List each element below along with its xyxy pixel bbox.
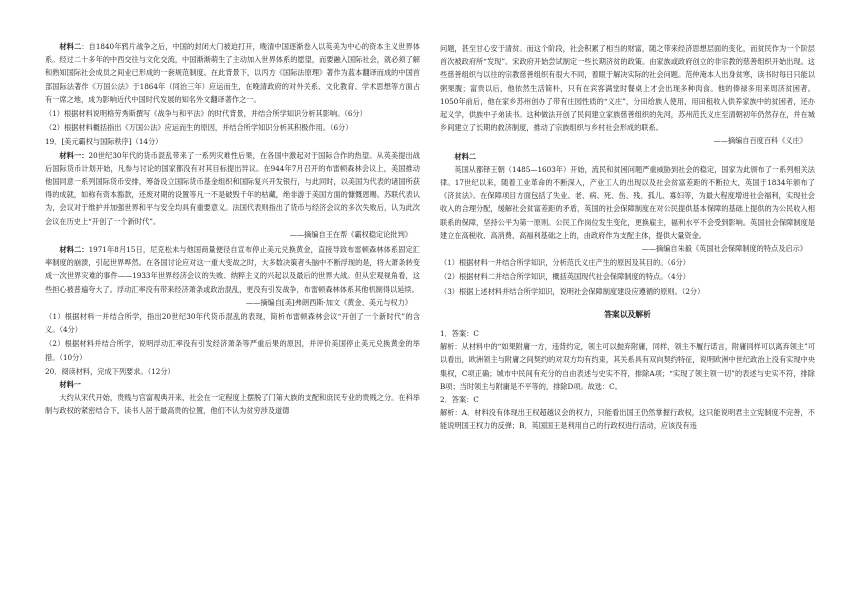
material-paragraph: 材料二：1971年8月15日，尼克松未与他国商量便径自宣布停止美元兑换黄金，直接导致布雷顿森林体系固定汇率制度的崩溃，引起世界哗然。在各国讨论应对这一重大变故之时，大多数决策者头脑中不断浮现的是，将大萧条转变成一次世界灾难的事件——1933年世界经济会议的失败、纳粹主义的兴起以及最后的世界大战。但从宏观视角看，这些担心被普遍夸大了。浮动汇率没有带来经济萧条或政治混乱，更没有引发战争，布雷顿森林体系其他机制得以延续。 [45,245,420,294]
material-paragraph: 材料二：自1840年鸦片战争之后，中国的封闭大门被迫打开，晚清中国逐渐卷入以英美为中心的资本主义世界体系。经过二十多年的中西交往与文化交流，中国渐渐萌生了主动加入世界体系的愿望，而要融入国际社会，就必须了解和熟知国际社会成员之间业已形成的一套规范制度。在此背景下，以丙方《国际法原理》著作为蓝本翻译而成的中国首部国际法著作《万国公法》于1864年（同治三年）应运而生，在晚清政府的对外关系、文化教育、学术思想等方面占有一席之地，成为影响近代中国时代发展的知名外文翻译著作之一。 [45,42,420,104]
citation: ——摘编自朱毅《英国社会保障制度的特点及启示》 [641,244,807,254]
question-20-2: （2）根据材料二并结合所学知识，概括英国现代社会保障制度的特点。（4分） [440,272,690,282]
material-title: 材料二： [59,245,89,255]
material-paragraph: 问题，甚至甘心安于清贫。而这个阶段，社会积累了相当的财富，随之带来经济思想层面的变化，而贫民作为一个阶层首次被政府所“发现”。宋政府开始尝试制定一些长期济贫的政策。由家族或政府创立的非宗教的慈善组织开始出现。这些慈善组织与以往的宗教慈善组织有很大不同，着眼于解决实际的社会问题。范仲淹本人出身贫寒，读书时每日只能以粥果腹；富贵以后，他依然生活简朴，只有在宾客满堂时餐桌上才会出现多种肉食。他的俸禄多用来周济贫困者。1050年前后，他在家乡苏州创办了带有庄园性质的“义庄”，分田给族人使用，用田租收入供养家族中的贫困者，还办起义学，供族中子弟读书。这种做法开创了民间建立家族慈善组织的先河，苏州范氏义庄至清朝初年仍然存在，并在城乡间建立了长期的救济制度，推动了宗族组织与乡村社会形成的联系。 [440,44,815,133]
material-title: 材料一： [59,150,89,160]
question-19-heading: 19．[美元霸权与国际秩序]（14分） [45,137,163,147]
material-title: 材料二 [59,42,82,51]
material-paragraph: 英国从都铎王朝（1485—1603年）开始，流民和贫困问题严重威胁到社会的稳定，国家为此颁布了一系列相关法律。17世纪以来，随着工业革命的不断深入，产业工人的出现以及社会贫富差距的不断拉大，英国于1834年颁布了《济贫法》。在保障项目方面包括了失业、老、病、死、伤、残、孤儿、寡妇等，为最大程度增进社会福利，实现社会收入的合理分配，缓解社会贫富差距的矛盾，英国的社会保障制度在对公民提供基本保障的基础上提供的为公民收入相联系的保障，坚持公平为第一原则。公民工作岗位发生变化，更换雇主，福利水平不会受到影响。英国社会保障制度是建立在高税收、高消费、高福利基础之上的，由政府作为支配主体，提供大量资金。 [440,164,815,240]
material-paragraph: 材料一：20世纪30年代的货币混乱带来了一系列灾难性后果，在各国中激起对于国际合作的热望。从英美提出战后国际货币计划开始，凡参与讨论的国家都没有对其目标提出异议。在944年7月召开的布雷顿森林会议上，美国推动他国同意一系列国际货币安排，筹备设立国际货币基金组织和国际复兴开发银行，与此同时，以美国为代表的诸国所获得的成就，如称有资本豁款，还废对期的设置等凡一不是破毁千年的枯藏，绝非游于美国方面的慷慨恩赐。苏联代表认为，会议对于维护并加强世界和平与安全均具有重要意义。法国代表则指出了货币与经济会议的多次失败后，认为此次会议在历史上“开创了一个新时代”。 [45,150,420,226]
material-title: 材料二 [454,151,476,161]
citation: ——摘编自王在帮《霸权稳定论批判》 [289,229,412,239]
answer-2: 2．答案：C [440,395,479,405]
material-title: 材料一 [59,380,81,390]
left-column [45,40,420,418]
citation: ——摘编自[美]弗朗西斯·加文《黄金、美元与权力》 [245,297,412,307]
question-19-2: （2）根据材料并结合所学，说明浮动汇率没有引发经济萧条等严重后果的原因，并评价美国停止美元兑换黄金的举措。（10分） [45,339,420,362]
material-paragraph: 大约从宋代开始，贵贱与官富观典开来，社会在一定程度上摆脱了门第大族的支配和庶民专业的贵贱之分。在科举制与政权的紧密结合下，读书人居于最高贵的位置，他们不认为贫穷涉及道德 [45,393,420,416]
question-20-heading: 20．阅读材料，完成下列要求。（12分） [45,366,175,376]
citation: ——摘编自百度百科《义庄》 [713,136,807,146]
explanation-2: 解析：A．材料没有体现出王权超越议会的权力，只能看出国王仍然掌握行政权，这只能说明君主立宪制度不完善，不能说明国王权力的反弹；B．英国国王是利用自己的行政权进行活动，应该没有违 [440,408,815,431]
answer-1: 1．答案：C [440,329,479,339]
question-1: （1）根据材料说明格劳秀斯撰写《战争与和平法》的时代背景，并结合所学知识分析其影响。（6分） [45,109,367,119]
question-20-3: （3）根据上述材料并结合所学知识，说明社会保障制度建设应遵循的原则。（2分） [440,286,705,296]
question-20-1: （1）根据材料一并结合所学知识，分析范氏义庄产生的原因及其目的。（6分） [440,258,690,268]
right-column [440,42,815,433]
question-2: （2）根据材料概括指出《万国公法》应运而生的原因，并结合所学知识分析其积极作用。（6分） [45,123,353,133]
answers-heading: 答案以及解析 [604,309,651,319]
explanation-1: 解析：从材料中的“如果附庸一方，违背约定，领主可以抛弃附庸，同样，领主不履行诺言，附庸同样可以离弃领主”可以看出，欧洲领主与附庸之间契约的对双方均有约束，其关系具有双向契约特征，说明欧洲中世纪政治上没有实现中央集权，C项正确；城市中民间有充分的自由表述与史实不符，排除A项；“实现了领主领一切”的表述与史实不符，排除B项；当时领主与附庸是不平等的，排除D项。故选：C。 [440,342,815,391]
question-19-1: （1）根据材料一并结合所学，指出20世纪30年代货币混乱的表现，简析布雷顿森林会议“开创了一个新时代”的含义。（4分） [45,312,420,335]
